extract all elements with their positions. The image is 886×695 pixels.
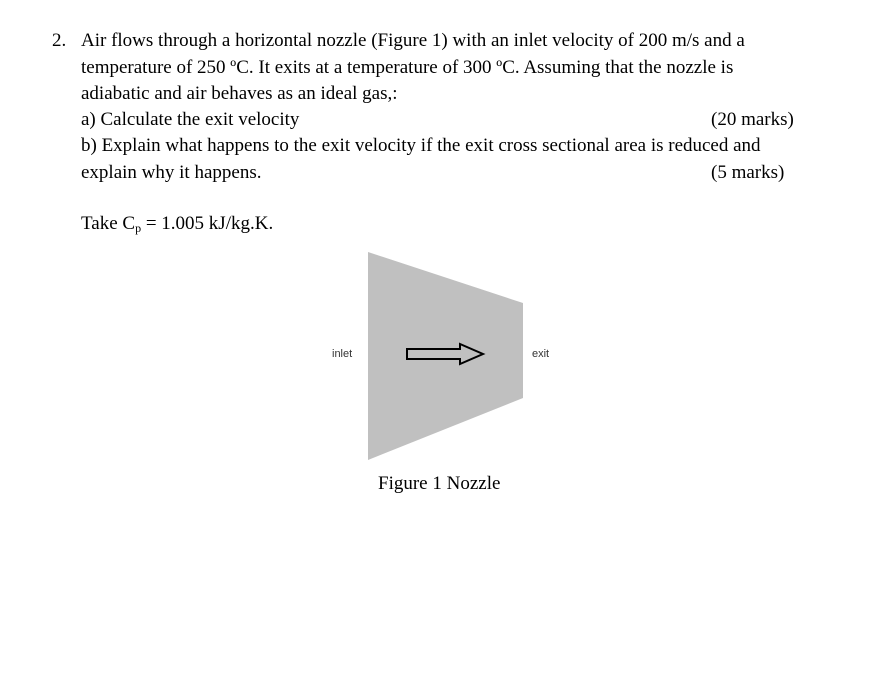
exit-label: exit [532,348,550,360]
cp-suffix: = 1.005 kJ/kg.K. [141,213,274,234]
question-number: 2. [52,30,67,51]
question-text-line-2: temperature of 250 ºC. It exits at a temperature of 300 ºC. Assuming that the nozzle is [81,57,734,78]
nozzle-body-shape [368,252,523,460]
figure-caption: Figure 1 Nozzle [378,473,501,494]
inlet-label: inlet [332,348,353,360]
part-a-marks: (20 marks) [711,109,794,130]
cp-given-value [81,213,273,239]
part-b-text-line-2: explain why it happens. [81,162,262,183]
part-b-text-line-1: b) Explain what happens to the exit velocity if the exit cross sectional area is reduced and [81,135,761,156]
part-a-text: a) Calculate the exit velocity [81,109,300,130]
part-b-marks: (5 marks) [711,162,785,183]
nozzle-figure [320,245,580,465]
cp-prefix: Take C [81,213,136,234]
question-text-line-3: adiabatic and air behaves as an ideal gas,: [81,83,398,104]
cp-subscript: p [135,221,142,235]
question-text-line-1: Air flows through a horizontal nozzle (Figure 1) with an inlet velocity of 200 m/s and a [81,30,745,51]
